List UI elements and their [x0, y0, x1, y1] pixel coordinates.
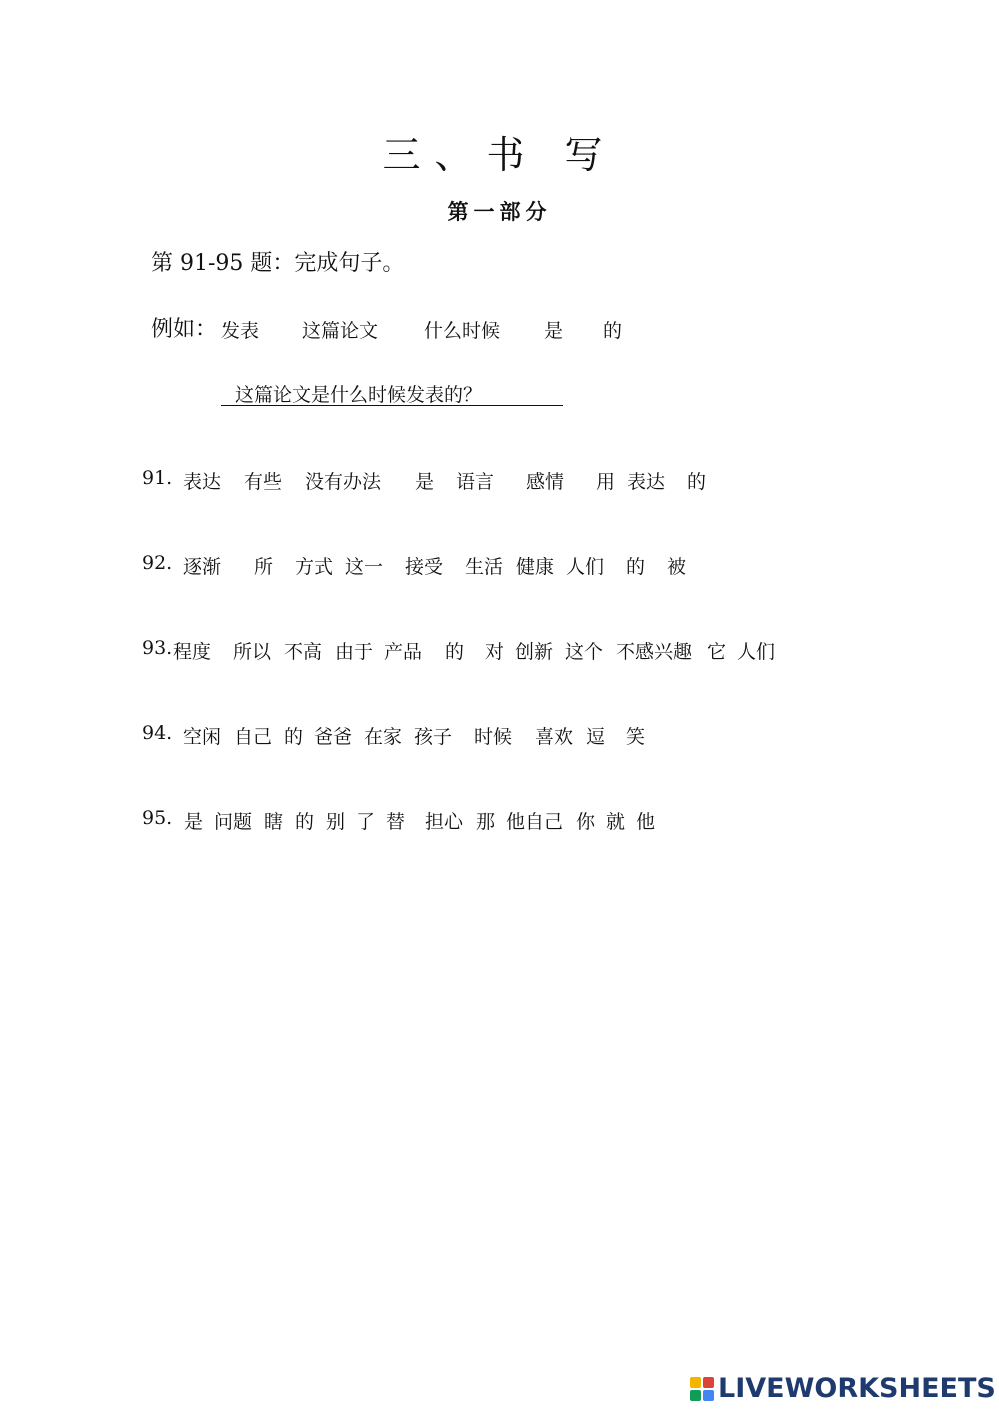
instruction-text: 第 91-95 题：完成句子。 [151, 251, 405, 276]
question-word: 所 [254, 556, 274, 578]
question-word: 逐渐 [183, 556, 222, 578]
question-word: 这一 [345, 556, 384, 578]
logo-tiles-icon [690, 1377, 714, 1401]
question-word: 这个 [565, 641, 604, 663]
question-word: 的 [295, 811, 315, 833]
question-word: 替 [386, 811, 406, 833]
question-word: 用 [596, 471, 616, 493]
question-word: 在家 [364, 726, 403, 748]
question-word: 瞎 [264, 811, 284, 833]
question-word: 空闲 [183, 726, 222, 748]
question-word: 他 [636, 811, 656, 833]
example-row [151, 312, 851, 344]
question-number: 95. [142, 807, 173, 829]
question-word: 你 [576, 811, 596, 833]
question-word: 创新 [515, 641, 554, 663]
question-word: 没有办法 [305, 471, 382, 493]
question-word: 时候 [474, 726, 513, 748]
question-word: 表达 [627, 471, 666, 493]
question-word: 有些 [244, 471, 283, 493]
question-word: 是 [415, 471, 435, 493]
question-word: 了 [356, 811, 376, 833]
question-word: 所以 [233, 641, 272, 663]
example-word: 是 [544, 320, 564, 342]
liveworksheets-logo [690, 1373, 996, 1405]
question-word: 的 [626, 556, 646, 578]
question-93 [142, 637, 862, 667]
question-word: 健康 [516, 556, 555, 578]
question-word: 是 [184, 811, 204, 833]
question-94 [142, 722, 862, 752]
example-answer-line: 这篇论文是什么时候发表的？ [221, 380, 563, 406]
question-word: 产品 [384, 641, 423, 663]
question-word: 的 [284, 726, 304, 748]
question-word: 的 [687, 471, 707, 493]
question-number: 92. [142, 552, 173, 574]
section-title: 三、书 写 [382, 133, 617, 177]
question-word: 爸爸 [314, 726, 353, 748]
question-word: 由于 [335, 641, 374, 663]
question-word: 喜欢 [535, 726, 574, 748]
question-word: 自己 [234, 726, 273, 748]
question-95 [142, 807, 862, 837]
question-word: 就 [606, 811, 626, 833]
example-word: 什么时候 [424, 320, 501, 342]
question-number: 93. [142, 637, 173, 659]
question-word: 人们 [566, 556, 605, 578]
logo-text: LIVEWORKSHEETS [718, 1373, 996, 1404]
section-subtitle: 第一部分 [447, 200, 552, 224]
question-word: 语言 [456, 471, 495, 493]
question-word: 担心 [425, 811, 464, 833]
question-word: 方式 [295, 556, 334, 578]
question-word: 人们 [737, 641, 776, 663]
question-word: 感情 [526, 471, 565, 493]
question-word: 不感兴趣 [616, 641, 693, 663]
question-word: 逗 [586, 726, 606, 748]
question-word: 问题 [214, 811, 253, 833]
question-word: 他自己 [506, 811, 564, 833]
question-word: 孩子 [414, 726, 453, 748]
question-word: 那 [476, 811, 496, 833]
question-word: 对 [485, 641, 505, 663]
example-word: 这篇论文 [302, 320, 379, 342]
question-word: 程度 [173, 641, 212, 663]
question-word: 它 [707, 641, 727, 663]
question-91 [142, 467, 862, 497]
question-number: 94. [142, 722, 173, 744]
question-word: 笑 [626, 726, 646, 748]
question-word: 别 [326, 811, 346, 833]
question-word: 接受 [405, 556, 444, 578]
question-number: 91. [142, 467, 173, 489]
question-92 [142, 552, 862, 582]
question-word: 不高 [284, 641, 323, 663]
example-word: 的 [603, 320, 623, 342]
question-word: 生活 [465, 556, 504, 578]
question-word: 的 [445, 641, 465, 663]
question-word: 被 [667, 556, 687, 578]
example-word: 发表 [221, 320, 260, 342]
question-word: 表达 [183, 471, 222, 493]
example-label: 例如： [151, 317, 218, 342]
